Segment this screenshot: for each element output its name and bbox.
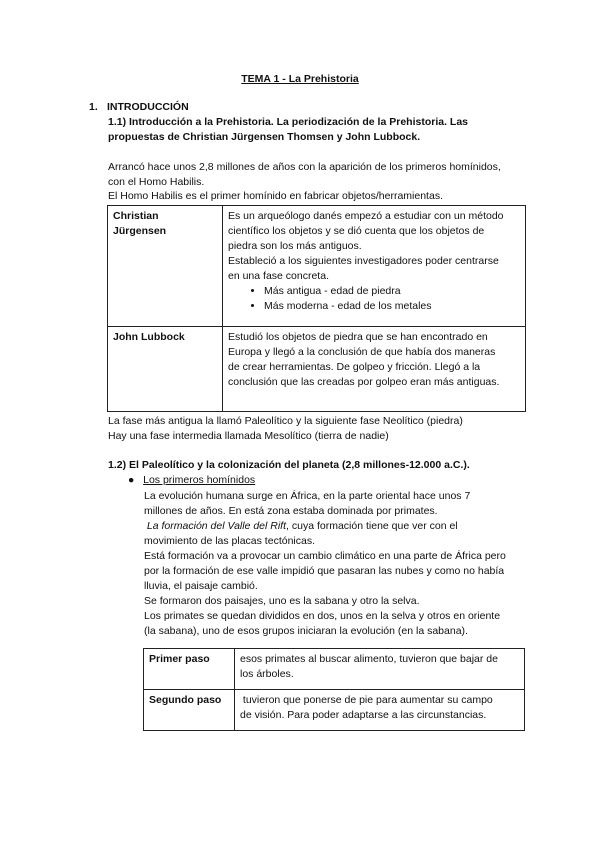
paleolithic-paragraph (144, 489, 514, 639)
list-item: • Más antigua - edad de piedra (264, 284, 520, 299)
table-desc-cell (223, 206, 526, 327)
bullet-label: Los primeros homínidos (143, 474, 256, 486)
after-table-paragraph (108, 414, 538, 443)
paragraph-line: Está formación va a provocar un cambio climático en una parte de África pero (144, 550, 506, 562)
table-desc-cell (235, 649, 525, 690)
paragraph-line: La evolución humana surge en África, en la parte oriental hace unos 7 (144, 490, 471, 502)
cell-line: de crear herramientas. De golpeo y fricción. Llegó a la (228, 361, 481, 373)
cell-line: esos primates al buscar alimento, tuvieron que bajar de (240, 653, 498, 665)
table-row (108, 327, 526, 412)
heading-line: 1.1) Introducción a la Prehistoria. La periodización de la Prehistoria. Las (108, 116, 469, 128)
section-title: INTRODUCCIÓN (107, 101, 189, 113)
cell-line: Estableció a los siguientes investigadores poder centrarse (228, 255, 499, 267)
table-key-cell: Segundo paso (144, 690, 235, 731)
periodization-table (107, 205, 526, 412)
document-title: TEMA 1 - La Prehistoria (241, 73, 359, 85)
paragraph-line (144, 519, 514, 534)
table-key-cell: John Lubbock (108, 327, 223, 412)
cell-line: los árboles. (240, 668, 294, 680)
paragraph-line: El Homo Habilis es el primer homínido en fabricar objetos/herramientas. (108, 190, 443, 202)
cell-line: en una fase concreta. (228, 270, 329, 282)
section-heading (89, 101, 189, 113)
emphasis-text: La formación del Valle del Rift (146, 520, 287, 532)
paragraph-line: por la formación de ese valle impidió que pasaran las nubes y como no había (144, 565, 505, 577)
paragraph-line: Los primates se quedan divididos en dos, unos en la selva y otros en oriente (144, 610, 501, 622)
cell-line: Jürgensen (113, 225, 167, 237)
cell-line: Es un arqueólogo danés empezó a estudiar con un método (228, 210, 504, 222)
cell-line: Estudió los objetos de piedra que se han encontrado en (228, 331, 488, 343)
bullet-list (228, 284, 520, 314)
table-row (144, 649, 525, 690)
table-key-cell: Primer paso (144, 649, 235, 690)
paragraph-line: Arrancó hace unos 2,8 millones de años con la aparición de los primeros homínidos, (108, 161, 501, 173)
cell-line: de visión. Para poder adaptarse a las circunstancias. (240, 709, 487, 721)
table-row (144, 690, 525, 731)
subsection-1-2-heading: 1.2) El Paleolítico y la colonización del planeta (2,8 millones-12.000 a.C.). (108, 459, 470, 471)
paragraph-line: millones de años. En está zona estaba dominada por primates. (144, 505, 438, 517)
list-item: • Más moderna - edad de los metales (264, 299, 520, 314)
paragraph-line: (la sabana), uno de esos grupos iniciaran la evolución (en la sabana). (144, 625, 468, 637)
cell-line: Christian (113, 210, 159, 222)
table-desc-cell (235, 690, 525, 731)
bullet-icon: ● (128, 474, 135, 486)
table-key-cell (108, 206, 223, 327)
paragraph-line: lluvia, el paisaje cambió. (144, 580, 258, 592)
heading-line: propuestas de Christian Jürgensen Thomsen y John Lubbock. (108, 131, 421, 143)
cell-line: científico los objetos y se dió cuenta que los objetos de (228, 225, 485, 237)
paragraph-line: movimiento de las placas tectónicas. (144, 535, 315, 547)
section-number: 1. (89, 101, 98, 113)
intro-paragraph (108, 160, 538, 204)
paragraph-line: La fase más antigua la llamó Paleolítico y la siguiente fase Neolítico (piedra) (108, 415, 463, 427)
bullet-item (128, 474, 255, 486)
paragraph-line: Hay una fase intermedia llamada Mesolítico (tierra de nadie) (108, 429, 389, 442)
steps-table (143, 648, 525, 731)
subsection-1-1-heading (108, 115, 528, 145)
cell-line: Europa y llegó a la conclusión de que había dos maneras (228, 346, 496, 358)
cell-line: conclusión que las creadas por golpeo eran más antiguas. (228, 376, 500, 388)
cell-line: tuvieron que ponerse de pie para aumentar su campo (240, 694, 493, 706)
paragraph-text: , cuya formación tiene que ver con el (286, 520, 458, 532)
table-row (108, 206, 526, 327)
paragraph-line: Se formaron dos paisajes, uno es la sabana y otro la selva. (144, 595, 420, 607)
table-desc-cell (223, 327, 526, 412)
cell-line: piedra son los más antiguos. (228, 240, 362, 252)
paragraph-line: con el Homo Habilis. (108, 175, 205, 188)
